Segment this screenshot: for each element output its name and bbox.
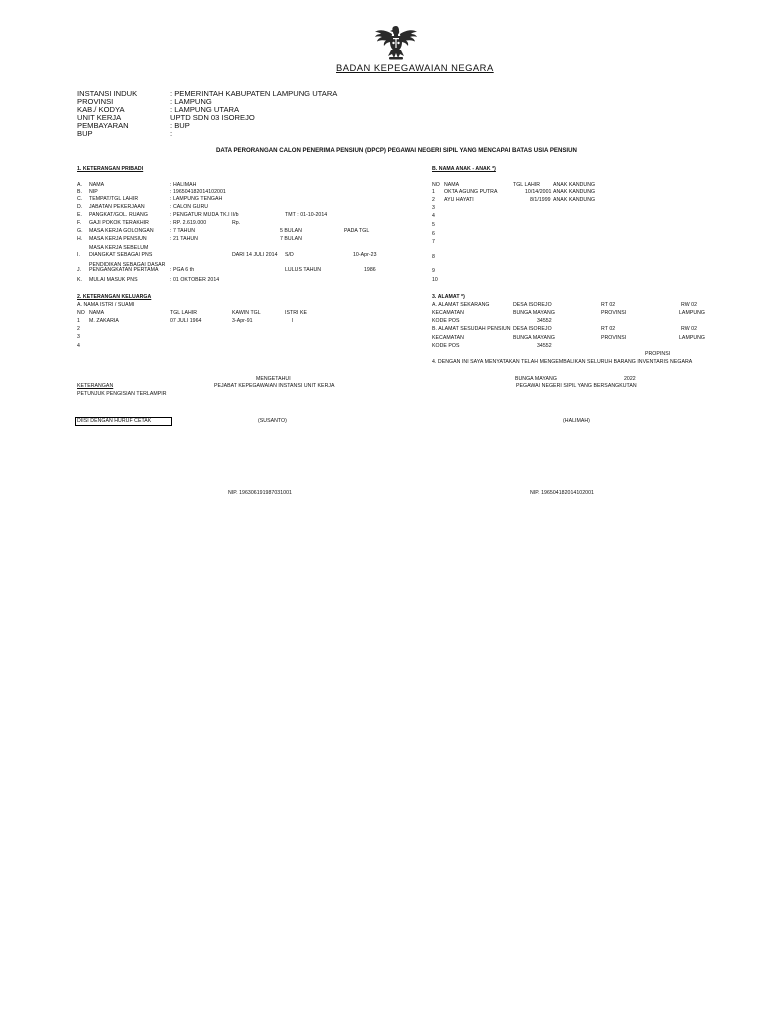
alamat-sekarang-label: A. ALAMAT SEKARANG [432,302,490,308]
sign-left-name: (SUSANTO) [258,418,287,424]
inventaris-statement: 4. DENGAN INI SAYA MENYATAKAN TELAH MENGEMBALIKAN SELURUH BARANG INVENTARIS NEGARA [432,359,693,365]
row-code: B. [77,189,83,195]
anak-row-no: 6 [432,231,435,237]
anak-row-no: 8 [432,254,435,260]
row-label: PANGKAT/GOL. RUANG [89,212,148,218]
anak-row-status: ANAK KANDUNG [553,189,596,195]
pns-label: PEGAWAI NEGERI SIPIL YANG BERSANGKUTAN [516,383,637,389]
anak-row-nama: AYU HAYATI [444,197,474,203]
keluarga-row-nama: M. ZAKARIA [89,318,119,324]
provinsi-label: PROVINSI [601,310,627,316]
instansi-label: INSTANSI INDUK [77,89,138,98]
instansi-value: : PEMERINTAH KABUPATEN LAMPUNG UTARA [170,89,338,98]
kode-pos-value: 34552 [537,318,552,324]
keluarga-header-no: NO [77,310,85,316]
row-code: G. [77,228,83,234]
row-value: : PENGATUR MUDA TK.I II/b [170,212,239,218]
keluarga-subtitle: A. NAMA ISTRI / SUAMI [77,302,135,308]
anak-row-no: 9 [432,268,435,274]
huruf-cetak-note [75,417,172,426]
anak-header-status: ANAK KANDUNG [553,182,596,188]
provinsi-value: LAMPUNG [679,310,706,316]
row-code: H. [77,236,83,242]
row-value: : CALON GURU [170,204,209,210]
keluarga-row-no: 4 [77,343,80,349]
anak-row-tgl: 10/14/2001 [525,189,552,195]
kode-pos-value: 34552 [537,343,552,349]
row-label: JABATAN PEKERJAAN [89,204,145,210]
anak-header-no: NO [432,182,440,188]
alamat-sekarang-rw: RW 02 [681,302,698,308]
unit-kerja-label: UNIT KERJA [77,113,122,122]
row-code: C. [77,196,83,202]
kabupaten-value: : LAMPUNG UTARA [170,105,240,114]
row-label: GAJI POKOK TERAKHIR [89,220,149,226]
row-j-label: PENDIDIKAN SEBAGAI DASAR [89,262,166,268]
row-value: : LAMPUNG TENGAH [170,196,223,202]
anak-row-tgl: 8/1/1999 [530,197,551,203]
keluarga-row-no: 1 [77,318,80,324]
provinsi-value: : LAMPUNG [170,97,212,106]
row-code: A. [77,182,83,188]
row-code: D. [77,204,83,210]
bup-label: BUP [77,129,93,138]
anak-row-no: 2 [432,197,435,203]
keluarga-row-istri: I [292,318,294,324]
anak-row-status: ANAK KANDUNG [553,197,596,203]
garuda-emblem-icon [372,22,420,62]
main-heading: DATA PERORANGAN CALON PENERIMA PENSIUN (DPCP) PEGAWAI NEGERI SIPIL YANG MENCAPAI BATAS USIA PENSIUN [216,147,577,154]
alamat-sesudah-desa: DESA ISOREJO [513,326,552,332]
kecamatan-label: KECAMATAN [432,310,464,316]
anak-row-no: 3 [432,205,435,211]
row-code: I. [77,252,80,258]
anak-row-no: 7 [432,239,435,245]
anak-title: B. NAMA ANAK - ANAK *) [432,166,496,172]
alamat-sesudah-rw: RW 02 [681,326,698,332]
row-pada-tgl: PADA TGL [344,228,370,234]
provinsi-label: PROVINSI [601,335,627,341]
row-i-label: DIANGKAT SEBAGAI PNS [89,252,153,258]
kode-pos-label: KODE POS [432,318,460,324]
row-label: MULAI MASUK PNS [89,277,138,283]
unit-kerja-value: UPTD SDN 03 ISOREJO [170,113,255,122]
row-bulan: 5 BULAN [280,228,302,234]
row-j-lulus: LULUS TAHUN [285,267,322,273]
row-bulan: 7 BULAN [280,236,302,242]
anak-row-no: 1 [432,189,435,195]
bup-value: : [170,129,173,138]
row-label: NAMA [89,182,105,188]
nip-right: NIP. 196504182014102001 [530,490,594,496]
sign-year: 2022 [624,376,636,382]
anak-header-nama: NAMA [444,182,460,188]
kecamatan-label: KECAMATAN [432,335,464,341]
huruf-cetak-text: DIISI DENGAN HURUF CETAK [77,418,152,424]
row-value: : 21 TAHUN [170,236,198,242]
row-i-dari: DARI 14 JULI 2014 [232,252,278,258]
keluarga-header-tgl: TGL LAHIR [170,310,198,316]
page-title: BADAN KEPEGAWAIAN NEGARA [336,62,494,73]
row-value: : 01 OKTOBER 2014 [170,277,220,283]
kecamatan-value: BUNGA MAYANG [513,335,555,341]
keluarga-header-istri: ISTRI KE [285,310,308,316]
pribadi-title: 1. KETERANGAN PRIBADI [77,166,144,172]
row-code: J. [77,267,82,273]
anak-row-no: 10 [432,277,438,283]
propinsi-label: PROPINSI [645,351,671,357]
row-value: : HALIMAH [170,182,197,188]
keluarga-row-kawin: 3-Apr-91 [232,318,253,324]
kode-pos-label: KODE POS [432,343,460,349]
keterangan-label: KETERANGAN [77,383,114,389]
pejabat-label: PEJABAT KEPEGAWAIAN INSTANSI UNIT KERJA [214,383,335,389]
row-tmt: TMT : 01-10-2014 [285,212,328,218]
petunjuk-label: PETUNJUK PENGISIAN TERLAMPIR [77,391,167,397]
row-label: NIP [89,189,98,195]
pembayaran-value: : BUP [170,121,190,130]
kabupaten-label: KAB./ KODYA [77,105,125,114]
row-code: K. [77,277,83,283]
row-label: MASA KERJA PENSIUN [89,236,147,242]
anak-row-no: 4 [432,213,435,219]
row-i-sd: S/D [285,252,294,258]
keluarga-row-no: 2 [77,326,80,332]
row-j-label: PENGANGKATAN PERTAMA [89,267,159,273]
keluarga-header-kawin: KAWIN TGL [232,310,261,316]
row-i-label: MASA KERJA SEBELUM [89,245,149,251]
row-label: TEMPAT/TGL LAHIR [89,196,139,202]
row-code: E. [77,212,83,218]
row-value: : 7 TAHUN [170,228,196,234]
keluarga-title: 2. KETERANGAN KELUARGA [77,294,152,300]
provinsi-value: LAMPUNG [679,335,706,341]
sign-right-name: (HALIMAH) [563,418,590,424]
row-j-year: 1986 [364,267,376,273]
keluarga-row-no: 3 [77,334,80,340]
keluarga-row-tgl: 07 JULI 1964 [170,318,202,324]
nip-left: NIP. 196306191987031001 [228,490,292,496]
alamat-sekarang-desa: DESA ISOREJO [513,302,552,308]
mengetahui-label: MENGETAHUI [256,376,291,382]
provinsi-label: PROVINSI [77,97,114,106]
row-code: F. [77,220,82,226]
row-value: : PGA 6 th [170,267,195,273]
alamat-sekarang-rt: RT 02 [601,302,616,308]
alamat-sesudah-label: B. ALAMAT SESUDAH PENSIUN [432,326,511,332]
row-i-date: 10-Apr-23 [353,252,377,258]
anak-header-tgl: TGL LAHIR [513,182,541,188]
row-value: : 196504182014102001 [170,189,226,195]
alamat-sesudah-rt: RT 02 [601,326,616,332]
pembayaran-label: PEMBAYARAN [77,121,129,130]
row-value: : RP. 2.619.000 [170,220,207,226]
anak-row-nama: OKTA AGUNG PUTRA [444,189,498,195]
alamat-title: 3. ALAMAT *) [432,294,465,300]
row-label: MASA KERJA GOLONGAN [89,228,154,234]
keluarga-header-nama: NAMA [89,310,105,316]
anak-row-no: 5 [432,222,435,228]
sign-place: BUNGA MAYANG [515,376,557,382]
kecamatan-value: BUNGA MAYANG [513,310,555,316]
row-rp: Rp. [232,220,241,226]
